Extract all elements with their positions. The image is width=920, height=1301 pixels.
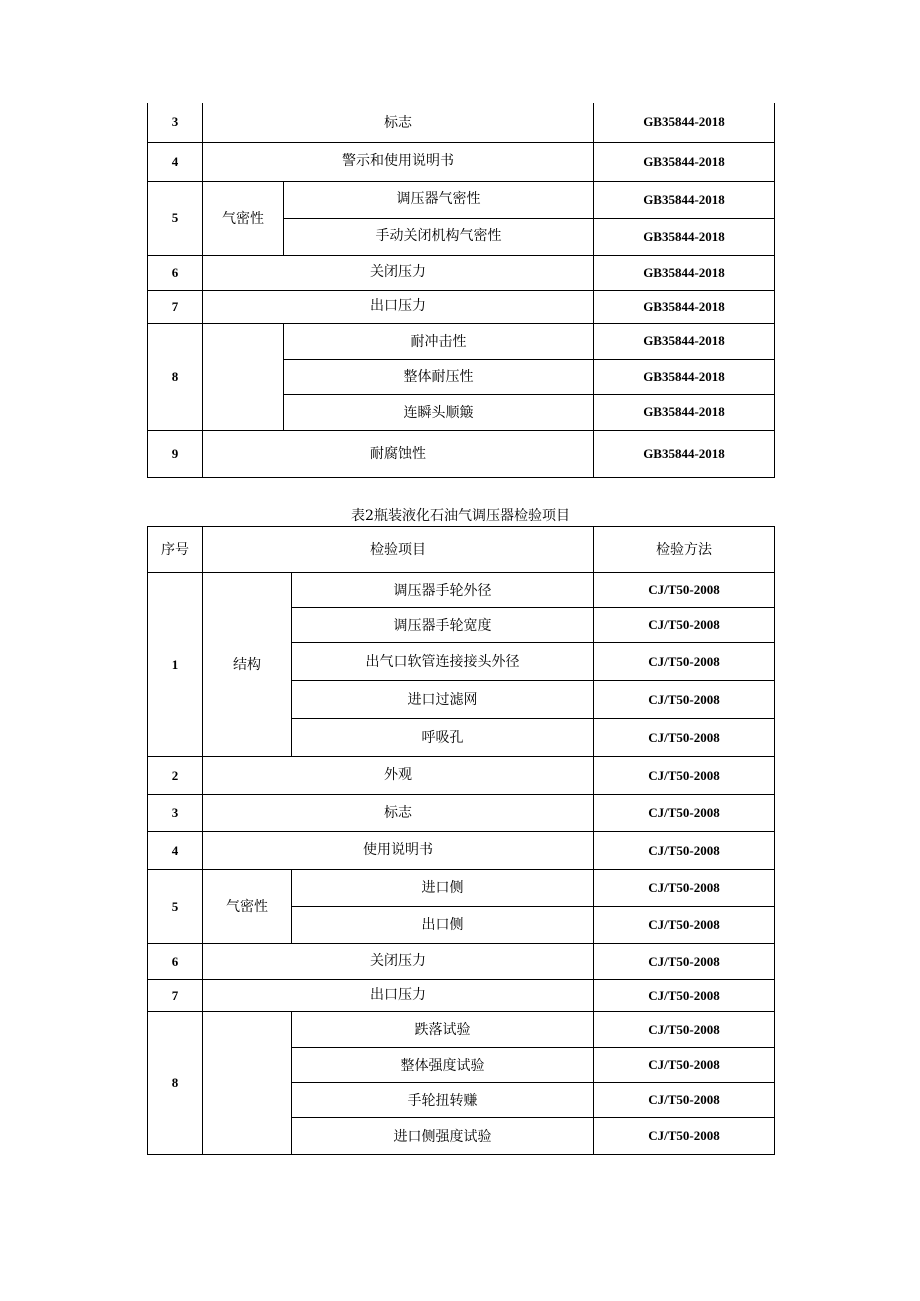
inspection-item: 整体耐压性	[284, 359, 594, 394]
inspection-method: CJ/T50-2008	[594, 1048, 775, 1083]
inspection-item: 跌落试验	[292, 1012, 594, 1048]
inspection-item: 整体强度试验	[292, 1048, 594, 1083]
row-number: 3	[148, 103, 203, 142]
inspection-method: GB35844-2018	[594, 181, 775, 218]
inspection-item: 进口侧强度试验	[292, 1118, 594, 1155]
inspection-item: 调压器气密性	[284, 181, 594, 218]
row-number: 4	[148, 832, 203, 870]
header-number: 序号	[148, 527, 203, 573]
inspection-item: 关闭压力	[203, 255, 594, 290]
table-row	[148, 757, 775, 795]
table-header-row	[148, 527, 775, 573]
inspection-method: GB35844-2018	[594, 430, 775, 477]
header-method: 检验方法	[594, 527, 775, 573]
inspection-method: CJ/T50-2008	[594, 870, 775, 907]
inspection-method: CJ/T50-2008	[594, 795, 775, 832]
inspection-method: CJ/T50-2008	[594, 944, 775, 980]
inspection-item: 警示和使用说明书	[203, 142, 594, 181]
inspection-item: 手动关闭机构气密性	[284, 218, 594, 255]
inspection-table-2	[147, 526, 775, 1155]
inspection-method: GB35844-2018	[594, 290, 775, 323]
inspection-method: CJ/T50-2008	[594, 719, 775, 757]
table-row	[148, 1012, 775, 1048]
table-row	[148, 870, 775, 907]
inspection-item: 出口压力	[203, 290, 594, 323]
inspection-category: 结构	[203, 573, 292, 757]
inspection-item: 进口侧	[292, 870, 594, 907]
table-row	[148, 573, 775, 608]
table-row	[148, 832, 775, 870]
inspection-item: 标志	[203, 795, 594, 832]
inspection-item: 出气口软管连接接头外径	[292, 643, 594, 681]
row-number: 6	[148, 255, 203, 290]
inspection-method: CJ/T50-2008	[594, 907, 775, 944]
inspection-item: 连瞬头顺簸	[284, 394, 594, 430]
table-row	[148, 142, 775, 181]
row-number: 7	[148, 980, 203, 1012]
inspection-method: CJ/T50-2008	[594, 757, 775, 795]
row-number: 7	[148, 290, 203, 323]
row-number: 8	[148, 323, 203, 430]
inspection-category: 气密性	[203, 870, 292, 944]
table-row	[148, 795, 775, 832]
inspection-item: 耐冲击性	[284, 323, 594, 359]
row-number: 5	[148, 181, 203, 255]
inspection-category	[203, 323, 284, 430]
table-row	[148, 255, 775, 290]
inspection-item: 调压器手轮外径	[292, 573, 594, 608]
row-number: 2	[148, 757, 203, 795]
inspection-method: GB35844-2018	[594, 103, 775, 142]
inspection-category: 气密性	[203, 181, 284, 255]
inspection-method: GB35844-2018	[594, 218, 775, 255]
row-number: 8	[148, 1012, 203, 1155]
inspection-method: GB35844-2018	[594, 394, 775, 430]
table-row	[148, 430, 775, 477]
inspection-item: 进口过滤网	[292, 681, 594, 719]
row-number: 6	[148, 944, 203, 980]
table-row	[148, 181, 775, 218]
table-row	[148, 290, 775, 323]
table-row	[148, 980, 775, 1012]
row-number: 5	[148, 870, 203, 944]
inspection-item: 手轮扭转赚	[292, 1083, 594, 1118]
inspection-method: CJ/T50-2008	[594, 681, 775, 719]
inspection-method: GB35844-2018	[594, 255, 775, 290]
inspection-item: 调压器手轮宽度	[292, 608, 594, 643]
inspection-item: 出口侧	[292, 907, 594, 944]
inspection-item: 关闭压力	[203, 944, 594, 980]
inspection-method: GB35844-2018	[594, 323, 775, 359]
table-row	[148, 103, 775, 142]
inspection-method: GB35844-2018	[594, 359, 775, 394]
inspection-method: CJ/T50-2008	[594, 1083, 775, 1118]
inspection-method: CJ/T50-2008	[594, 1118, 775, 1155]
inspection-method: CJ/T50-2008	[594, 608, 775, 643]
row-number: 3	[148, 795, 203, 832]
inspection-method: CJ/T50-2008	[594, 980, 775, 1012]
inspection-method: CJ/T50-2008	[594, 832, 775, 870]
table-row	[148, 323, 775, 359]
inspection-method: GB35844-2018	[594, 142, 775, 181]
header-item: 检验项目	[203, 527, 594, 573]
inspection-category	[203, 1012, 292, 1155]
inspection-item: 标志	[203, 103, 594, 142]
table-row	[148, 944, 775, 980]
inspection-method: CJ/T50-2008	[594, 643, 775, 681]
row-number: 4	[148, 142, 203, 181]
inspection-item: 出口压力	[203, 980, 594, 1012]
inspection-method: CJ/T50-2008	[594, 1012, 775, 1048]
inspection-table-1	[147, 103, 775, 478]
row-number: 1	[148, 573, 203, 757]
row-number: 9	[148, 430, 203, 477]
inspection-item: 耐腐蚀性	[203, 430, 594, 477]
table-2-caption: 表2瓶装液化石油气调压器检验项目	[351, 508, 570, 524]
inspection-item: 外观	[203, 757, 594, 795]
inspection-method: CJ/T50-2008	[594, 573, 775, 608]
inspection-item: 使用说明书	[203, 832, 594, 870]
inspection-item: 呼吸孔	[292, 719, 594, 757]
